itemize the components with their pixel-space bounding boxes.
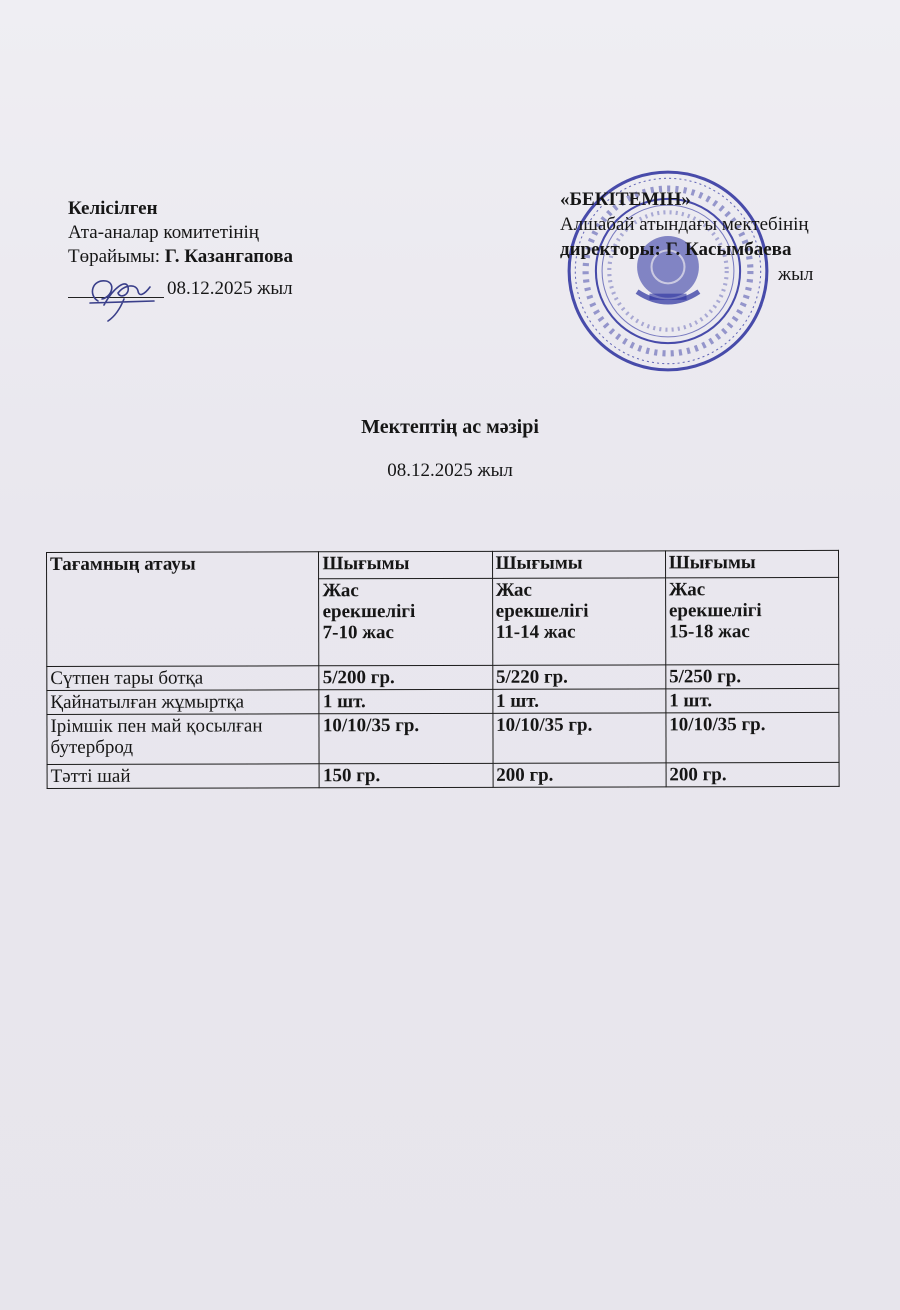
chair-name: Г. Казангапова [164, 246, 293, 267]
header-output-3: Шығымы [665, 550, 838, 577]
approval-left [68, 197, 293, 269]
age-group-3 [665, 577, 838, 664]
dish-value: 1 шт. [319, 689, 492, 713]
dish-value: 10/10/35 гр. [319, 713, 492, 763]
dish-value: 5/250 гр. [666, 664, 839, 688]
age-group-1 [319, 578, 492, 665]
menu-table [46, 550, 840, 789]
right-year: жыл [778, 264, 814, 285]
left-date: 08.12.2025 жыл [167, 278, 293, 299]
dish-value: 200 гр. [493, 763, 666, 787]
committee-label: Ата-аналар комитетінің [68, 222, 259, 243]
age-group-label: Жас ерекшелігі [322, 580, 416, 623]
dish-value: 150 гр. [319, 763, 492, 787]
dish-name: Қайнатылған жұмыртқа [47, 690, 319, 715]
age-group-2 [492, 578, 665, 665]
dish-value: 1 шт. [666, 688, 839, 712]
school-line: Алшабай атындағы мектебінің [560, 214, 809, 235]
age-group-label: Жас ерекшелігі [668, 579, 762, 622]
dish-value: 200 гр. [666, 762, 839, 786]
dish-value: 5/220 гр. [492, 665, 665, 689]
chair-label: Төрайымы: [68, 246, 161, 267]
dish-value: 10/10/35 гр. [493, 713, 666, 763]
approval-right [560, 187, 813, 287]
dish-name: Ірімшік пен май қосылған бутерброд [47, 714, 320, 765]
header-dish-name: Тағамның атауы [47, 552, 320, 667]
signature-left [84, 265, 164, 325]
dish-value: 1 шт. [492, 689, 665, 713]
dish-name: Сүтпен тары ботқа [47, 666, 319, 691]
dish-name: Тәтті шай [47, 764, 319, 789]
table-row [47, 664, 839, 690]
document-date: 08.12.2025 жыл [387, 460, 513, 481]
header-output-1: Шығымы [319, 551, 492, 578]
table-row [47, 712, 839, 764]
header-output-2: Шығымы [492, 551, 665, 578]
table-header-row [47, 550, 839, 579]
dish-value: 5/200 гр. [319, 665, 492, 689]
document-title: Мектептің ас мәзірі [361, 416, 539, 438]
agreed-label: Келісілген [68, 198, 158, 219]
age-group-label: Жас ерекшелігі [495, 579, 589, 622]
director-line: директоры: Г. Касымбаева [560, 239, 792, 260]
table-row [47, 688, 839, 714]
approve-label: «БЕКІТЕМІН» [560, 189, 691, 210]
age-group-range: 7-10 жас [322, 622, 394, 644]
age-group-range: 11-14 жас [495, 621, 576, 643]
age-group-range: 15-18 жас [668, 621, 750, 643]
dish-value: 10/10/35 гр. [666, 712, 839, 762]
table-row [47, 762, 839, 788]
